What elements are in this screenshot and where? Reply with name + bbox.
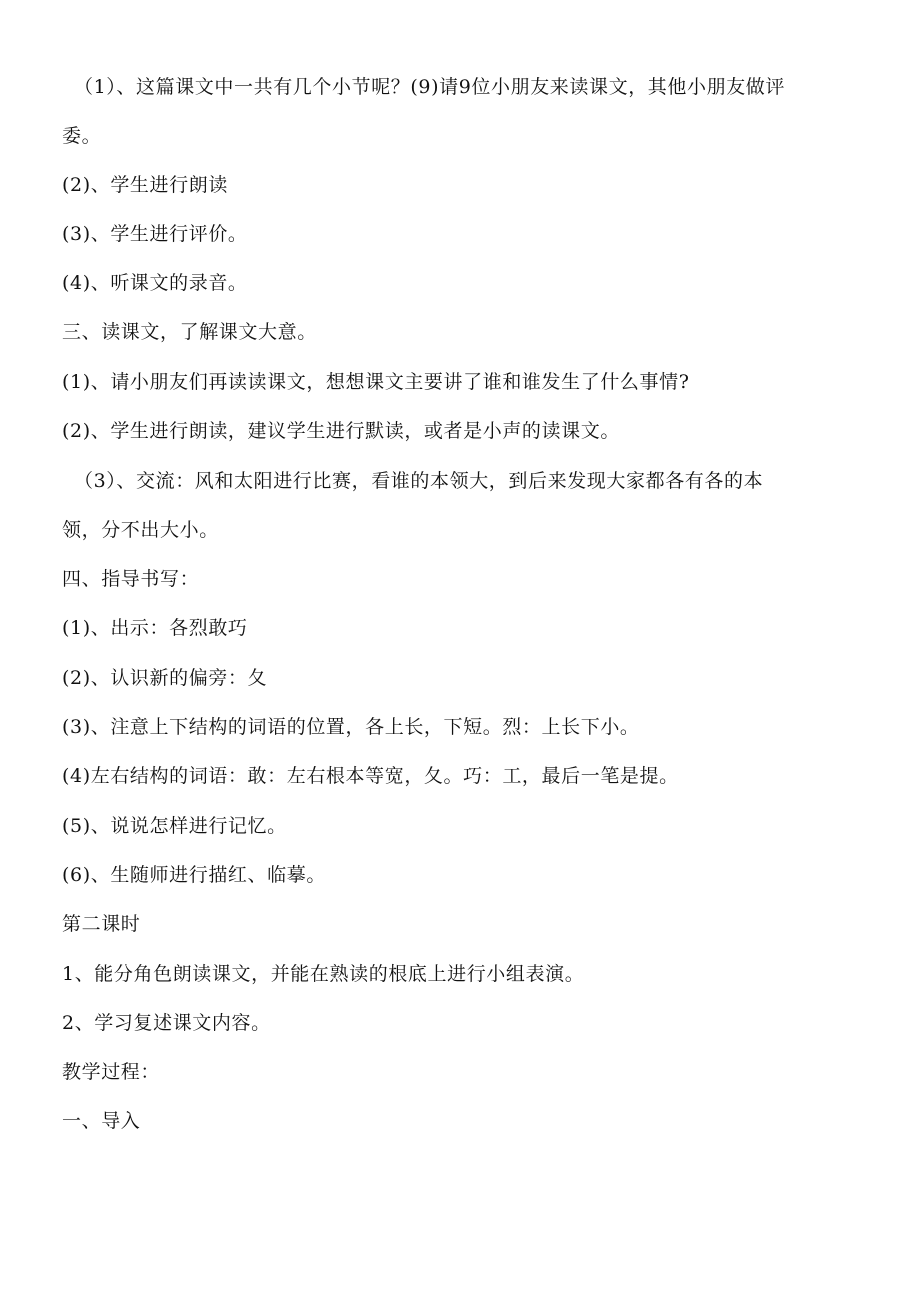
- text-line-8: (2)、学生进行朗读，建议学生进行默读，或者是小声的读课文。: [62, 420, 620, 442]
- process-heading: 教学过程：: [62, 1061, 161, 1083]
- text-line-7: (1)、请小朋友们再读读课文，想想课文主要讲了谁和谁发生了什么事情?: [62, 371, 690, 393]
- text-line-17: (6)、生随师进行描红、临摹。: [62, 864, 326, 886]
- goal-line-2: 2、学习复述课文内容。: [62, 1012, 271, 1034]
- text-line-1: （1）、这篇课文中一共有几个小节呢？(9)请9位小朋友来读课文，其他小朋友做评: [74, 76, 785, 98]
- text-line-5: (4)、听课文的录音。: [62, 272, 248, 294]
- text-line-2: 委。: [62, 125, 102, 147]
- section-heading-1: 一、导入: [62, 1110, 141, 1132]
- text-line-12: (1)、出示：各烈敢巧: [62, 617, 248, 639]
- text-line-9: （3）、交流：风和太阳进行比赛，看谁的本领大，到后来发现大家都各有各的本: [74, 470, 764, 492]
- section-heading-4: 四、指导书写：: [62, 568, 200, 590]
- lesson-heading: 第二课时: [62, 913, 141, 935]
- text-line-15: (4)左右结构的词语：敢：左右根本等宽，夂。巧：工，最后一笔是提。: [62, 765, 679, 787]
- section-heading-3: 三、读课文，了解课文大意。: [62, 321, 317, 343]
- text-line-16: (5)、说说怎样进行记忆。: [62, 815, 287, 837]
- goal-line-1: 1、能分角色朗读课文，并能在熟读的根底上进行小组表演。: [62, 963, 585, 985]
- text-line-14: (3)、注意上下结构的词语的位置，各上长，下短。烈：上长下小。: [62, 716, 640, 738]
- text-line-3: (2)、学生进行朗读: [62, 174, 228, 196]
- text-line-4: (3)、学生进行评价。: [62, 223, 248, 245]
- text-line-13: (2)、认识新的偏旁：夂: [62, 667, 268, 689]
- text-line-10: 领，分不出大小。: [62, 519, 219, 541]
